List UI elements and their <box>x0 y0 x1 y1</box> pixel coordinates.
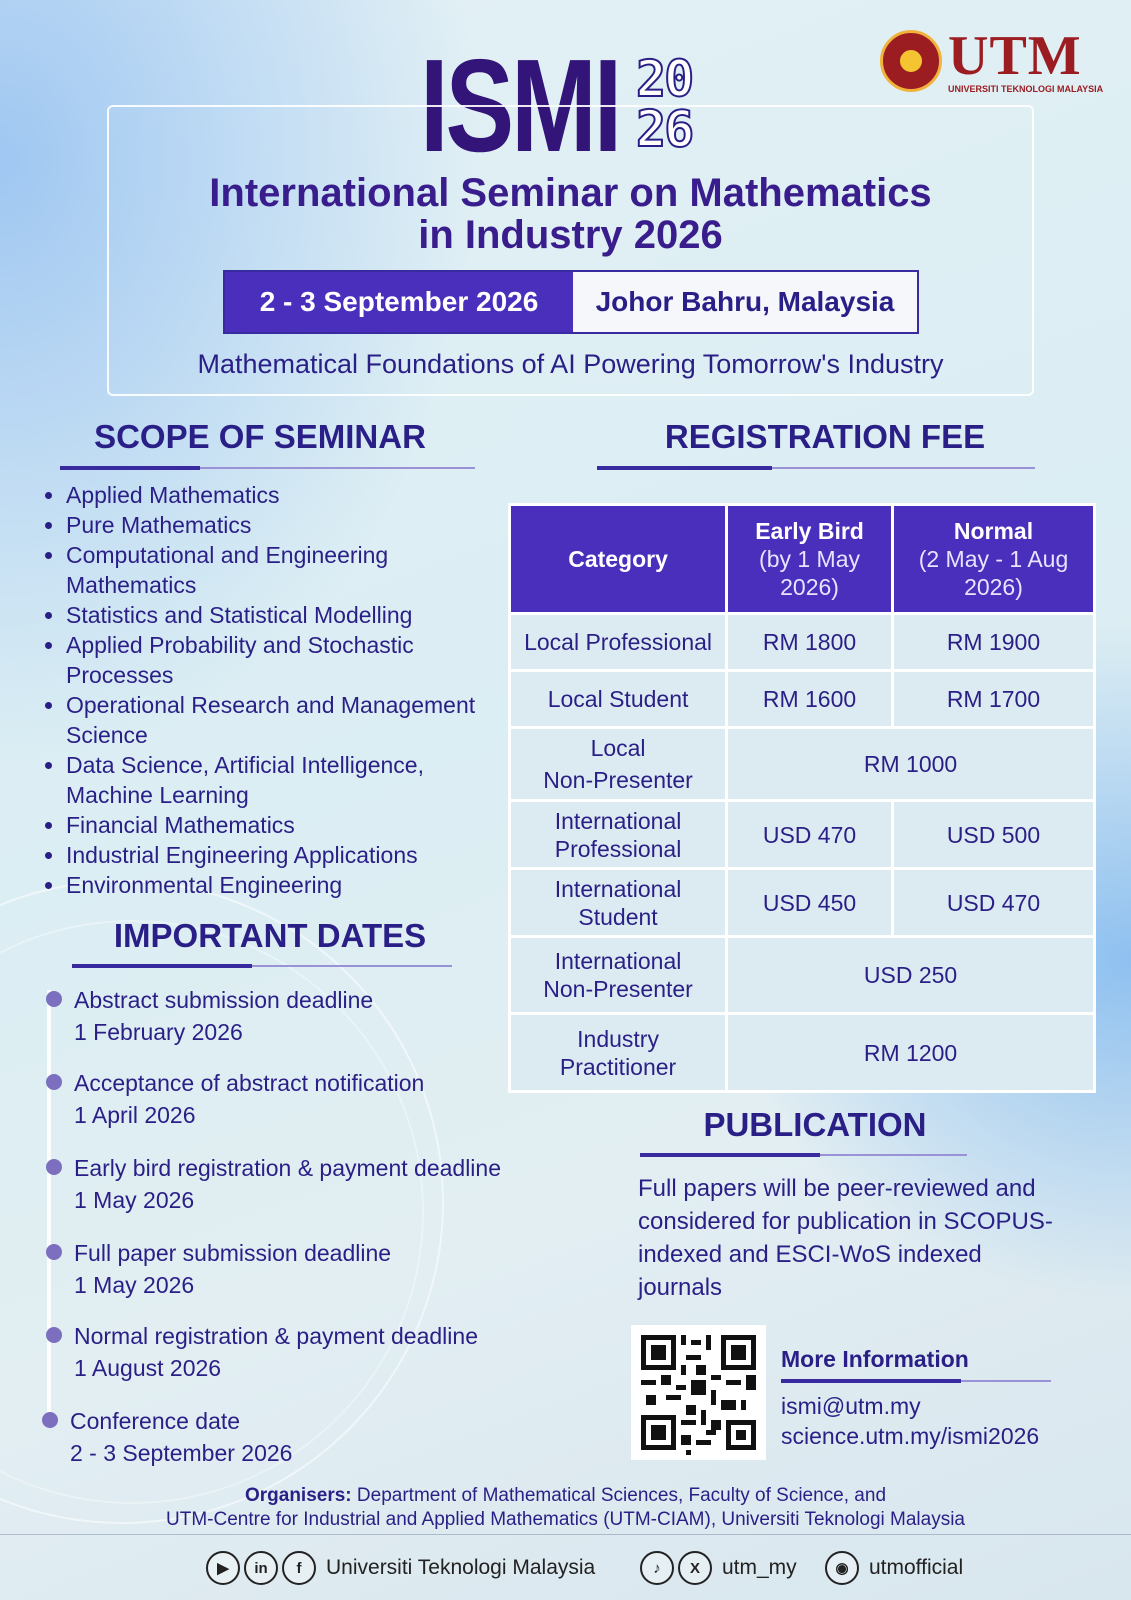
list-item: • Financial Mathematics <box>66 810 482 840</box>
fee-heading: REGISTRATION FEE <box>664 418 986 455</box>
table-row: Industry Practitioner RM 1200 <box>510 1014 1095 1092</box>
more-info-divider <box>781 1380 1051 1382</box>
list-item: • Data Science, Artificial Intelligence, Machine Learning <box>66 750 482 810</box>
date-item: Acceptance of abstract notification 1 April 2026 <box>74 1068 424 1132</box>
date-item: Early bird registration & payment deadline 1 May 2026 <box>74 1153 501 1217</box>
bullet-icon <box>46 1159 62 1175</box>
fee-table <box>508 503 1096 1093</box>
event-date: 2 - 3 September 2026 <box>225 272 573 332</box>
list-item: • Applied Mathematics <box>66 480 482 510</box>
contact-website[interactable]: science.utm.my/ismi2026 <box>781 1423 1040 1449</box>
table-row: International Professional USD 470 USD 500 <box>510 801 1095 869</box>
list-item: • Applied Probability and Stochastic Processes <box>66 630 482 690</box>
event-logo-year: 20 26 <box>636 50 693 158</box>
list-item: • Environmental Engineering <box>66 870 482 900</box>
event-theme: Mathematical Foundations of AI Powering Tomorrow's Industry <box>197 349 944 379</box>
utm-seal-icon <box>880 30 942 92</box>
event-location: Johor Bahru, Malaysia <box>573 272 917 332</box>
date-item: Full paper submission deadline 1 May 2026 <box>74 1238 391 1302</box>
publication-divider <box>640 1154 967 1156</box>
more-info-contacts <box>781 1391 1039 1451</box>
qr-code[interactable] <box>631 1325 766 1460</box>
table-row: Local Professional RM 1800 RM 1900 <box>510 614 1095 671</box>
list-item: • Operational Research and Management Science <box>66 690 482 750</box>
table-row: Local Student RM 1600 RM 1700 <box>510 671 1095 728</box>
qr-code-icon <box>631 1325 766 1460</box>
social-group-utm-my[interactable]: ♪ X utm_my <box>640 1551 797 1585</box>
table-row: Local Non-Presenter RM 1000 <box>510 728 1095 801</box>
timeline-line <box>47 990 51 1420</box>
dates-divider <box>72 965 452 967</box>
column-header: Normal (2 May - 1 Aug 2026) <box>892 505 1094 614</box>
bullet-icon <box>46 991 62 1007</box>
page-title: International Seminar on Mathematics in Industry 2026 <box>209 171 932 257</box>
table-row: International Non-Presenter USD 250 <box>510 937 1095 1014</box>
scope-list <box>42 480 482 900</box>
column-header: Early Bird (by 1 May 2026) <box>727 505 893 614</box>
date-item: Conference date 2 - 3 September 2026 <box>70 1406 292 1470</box>
table-row: International Student USD 450 USD 470 <box>510 869 1095 937</box>
fee-divider <box>597 467 1035 469</box>
bullet-icon <box>42 1412 58 1428</box>
date-item: Normal registration & payment deadline 1 August 2026 <box>74 1321 478 1385</box>
facebook-icon[interactable]: f <box>282 1551 316 1585</box>
publication-heading: PUBLICATION <box>703 1106 927 1143</box>
linkedin-icon[interactable]: in <box>244 1551 278 1585</box>
publication-text: Full papers will be peer-reviewed and considered for publication in SCOPUS-indexed and ESCI-WoS indexed journals <box>638 1175 1053 1301</box>
contact-email[interactable]: ismi@utm.my <box>781 1393 921 1419</box>
organisers: Organisers: Department of Mathematical Sciences, Faculty of Science, and UTM-Centre for Industrial and Applied Mathematics (UTM-CIAM), Universiti Teknologi Malaysia <box>166 1485 965 1530</box>
social-group-instagram[interactable]: ◉ utmofficial <box>825 1551 963 1585</box>
bullet-icon <box>46 1244 62 1260</box>
social-group-university[interactable]: ▶ in f Universiti Teknologi Malaysia <box>206 1551 595 1585</box>
tiktok-icon[interactable]: ♪ <box>640 1551 674 1585</box>
x-icon[interactable]: X <box>678 1551 712 1585</box>
list-item: • Industrial Engineering Applications <box>66 840 482 870</box>
instagram-icon[interactable]: ◉ <box>825 1551 859 1585</box>
event-logo-text: ISMI <box>420 32 620 179</box>
bullet-icon <box>46 1327 62 1343</box>
list-item: • Statistics and Statistical Modelling <box>66 600 482 630</box>
scope-heading: SCOPE OF SEMINAR <box>94 418 426 455</box>
event-date-location <box>223 270 919 334</box>
date-item: Abstract submission deadline 1 February 2026 <box>74 985 373 1049</box>
social-footer <box>0 1534 1131 1600</box>
dates-heading: IMPORTANT DATES <box>113 917 427 954</box>
utm-logo: UTM UNIVERSITI TEKNOLOGI MALAYSIA <box>880 26 1100 98</box>
bullet-icon <box>46 1074 62 1090</box>
column-header: Category <box>510 505 727 614</box>
more-info-heading: More Information <box>781 1346 969 1372</box>
youtube-icon[interactable]: ▶ <box>206 1551 240 1585</box>
list-item: • Pure Mathematics <box>66 510 482 540</box>
scope-divider <box>60 467 475 469</box>
table-header-row <box>510 505 1095 614</box>
list-item: • Computational and Engineering Mathematics <box>66 540 482 600</box>
